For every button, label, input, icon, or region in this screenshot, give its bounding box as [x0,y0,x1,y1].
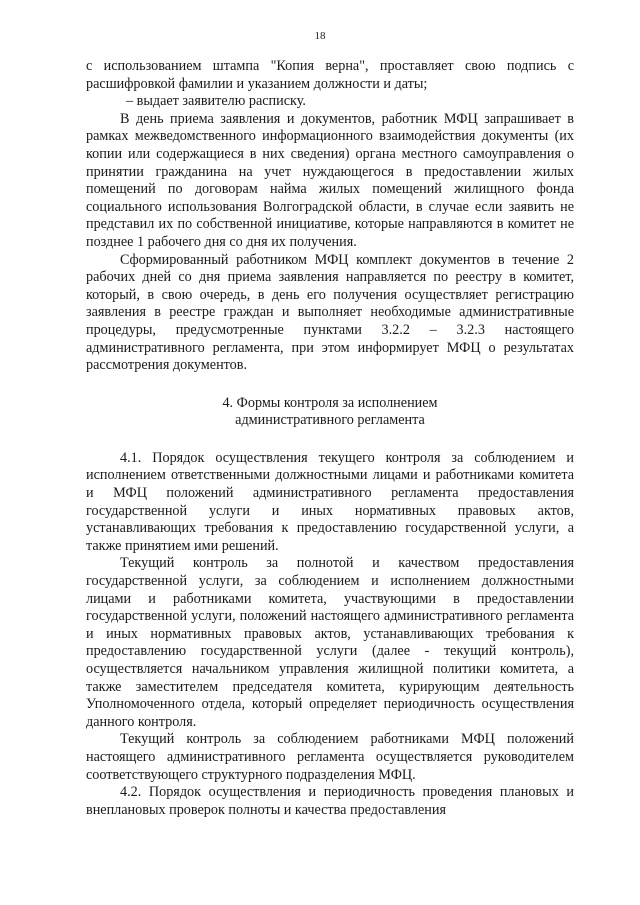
paragraph-mfc-control: Текущий контроль за соблюдением работниками МФЦ положений настоящего административного регламента осуществляется руководителем соответствующего структурного подразделения МФЦ. [86,731,574,783]
section-heading [86,395,574,430]
page-number: 18 [314,30,326,42]
section-heading-line-2: административного регламента [235,412,425,429]
document-body [86,58,574,819]
paragraph-document-package: Сформированный работником МФЦ комплект документов в течение 2 рабочих дней со дня приема заявления направляется по реестру в комитет, который, в свою очередь, в день его получения осуществляет регистрацию заявления в реестре граждан и выполняет необходимые административные процедуры, предусмотренные пунктами 3.2.2 – 3.2.3 настоящего административного регламента, при этом информирует МФЦ о результатах рассмотрения документов. [86,251,574,374]
paragraph-4-1: 4.1. Порядок осуществления текущего контроля за соблюдением и исполнением ответственными должностными лицами и работниками комитета и МФЦ положений административного регламента предоставления государственной услуги и иных нормативных правовых актов, устанавливающих требования к предоставлению государственной услуги, а также принятием ими решений. [86,449,574,554]
paragraph-current-control: Текущий контроль за полнотой и качеством предоставления государственной услуги, за соблюдением и исполнением должностными лицами и работниками комитета, участвующими в предоставлении государственной услуги, положений настоящего административного регламента и иных нормативных правовых актов, устанавливающих требования к предоставлению государственной услуги (далее - текущий контроль), осуществляется начальником управления жилищной политики комитета, а также заместителем председателя комитета, курирующим деятельность Уполномоченного отдела, который определяет периодичность осуществления данного контроля. [86,555,574,730]
paragraph-stamp-signature: с использованием штампа "Копия верна", проставляет свою подпись с расшифровкой фамилии и указанием должности и даты; [86,58,574,92]
paragraph-4-2: 4.2. Порядок осуществления и периодичность проведения плановых и внеплановых проверок полноты и качества предоставления [86,784,574,818]
paragraph-interagency-request: В день приема заявления и документов, работник МФЦ запрашивает в рамках межведомственного информационного взаимодействия документы (их копии или содержащиеся в них сведения) органа местного самоуправления о принятии гражданина на учет нуждающегося в предоставлении жилых помещений по договорам найма жилых помещений жилищного фонда социального использования Волгоградской области, в случае если заявить не представил их по собственной инициативе, которые направляются в комитет не позднее 1 рабочего дня со дня их получения. [86,110,574,250]
section-heading-line-1: 4. Формы контроля за исполнением [222,394,438,411]
bullet-receipt: – выдает заявителю расписку. [126,93,306,110]
